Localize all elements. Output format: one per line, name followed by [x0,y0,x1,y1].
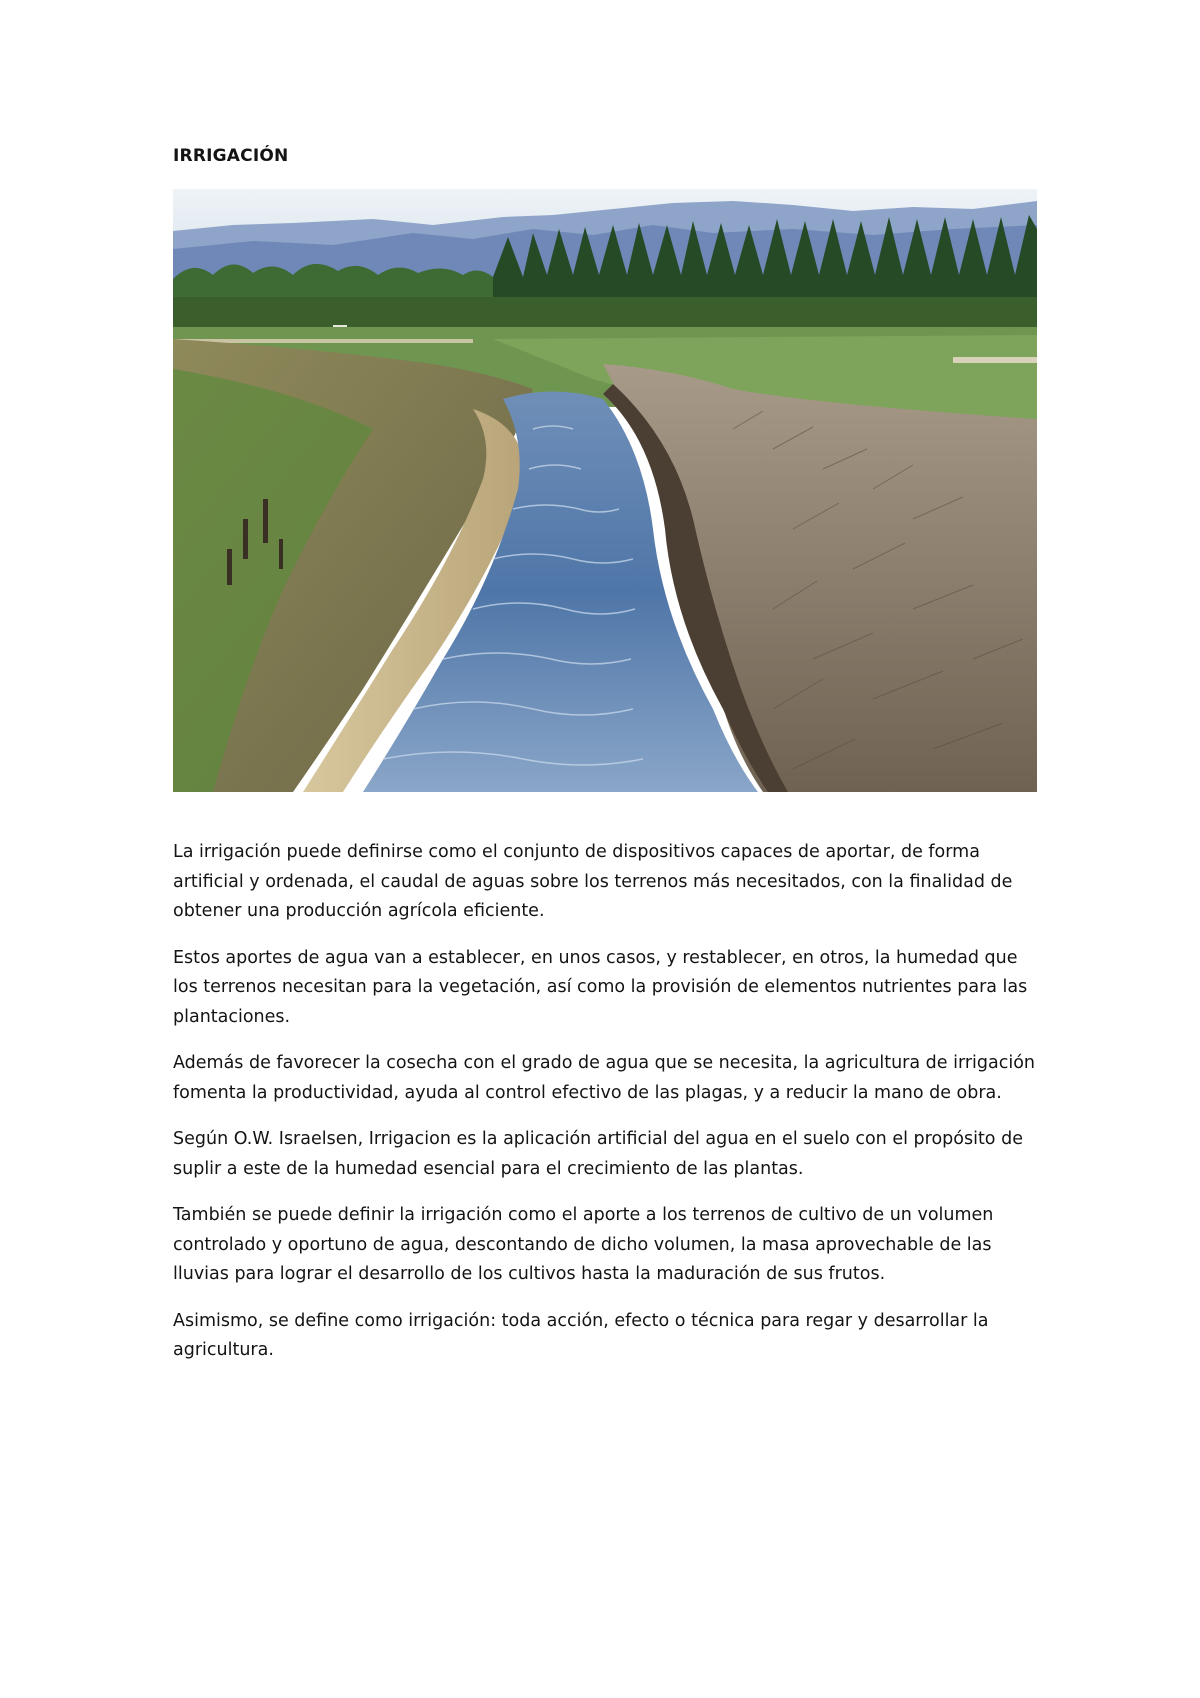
paragraph-benefits: Además de favorecer la cosecha con el grado de agua que se necesita, la agricultura de irrigación fomenta la productividad, ayuda al control efectivo de las plagas, y a reducir la mano de obra. [173,1053,1036,1103]
irrigation-canal-photo [173,189,1037,792]
paragraph-controlled-volume: También se puede definir la irrigación como el aporte a los terrenos de cultivo de un volumen controlado y oportuno de agua, descontando de dicho volumen, la masa aprovechable de las lluvias para lograr el desarrollo de los cultivos hasta la maduración de sus frutos. [173,1205,994,1284]
paragraph-water-contributions: Estos aportes de agua van a establecer, en unos casos, y restablecer, en otros, la humedad que los terrenos necesitan para la vegetación, así como la provisión de elementos nutrientes para las plantaciones. [173,947,1028,1027]
paragraph-definition: La irrigación puede definirse como el conjunto de dispositivos capaces de aportar, de forma artificial y ordenada, el caudal de aguas sobre los terrenos más necesitados, con la finalidad de obtener una producción agrícola eficiente. [173,842,1013,921]
paragraph-general-definition: Asimismo, se define como irrigación: toda acción, efecto o técnica para regar y desarrollar la agricultura. [173,1310,989,1360]
document-body [173,838,1041,1383]
irrigation-canal-illustration [173,189,1037,792]
document-title: IRRIGACIÓN [173,146,289,166]
paragraph-israelsen-definition: Según O.W. Israelsen, Irrigacion es la aplicación artificial del agua en el suelo con el propósito de suplir a este de la humedad esencial para el crecimiento de las plantas. [173,1129,1023,1179]
